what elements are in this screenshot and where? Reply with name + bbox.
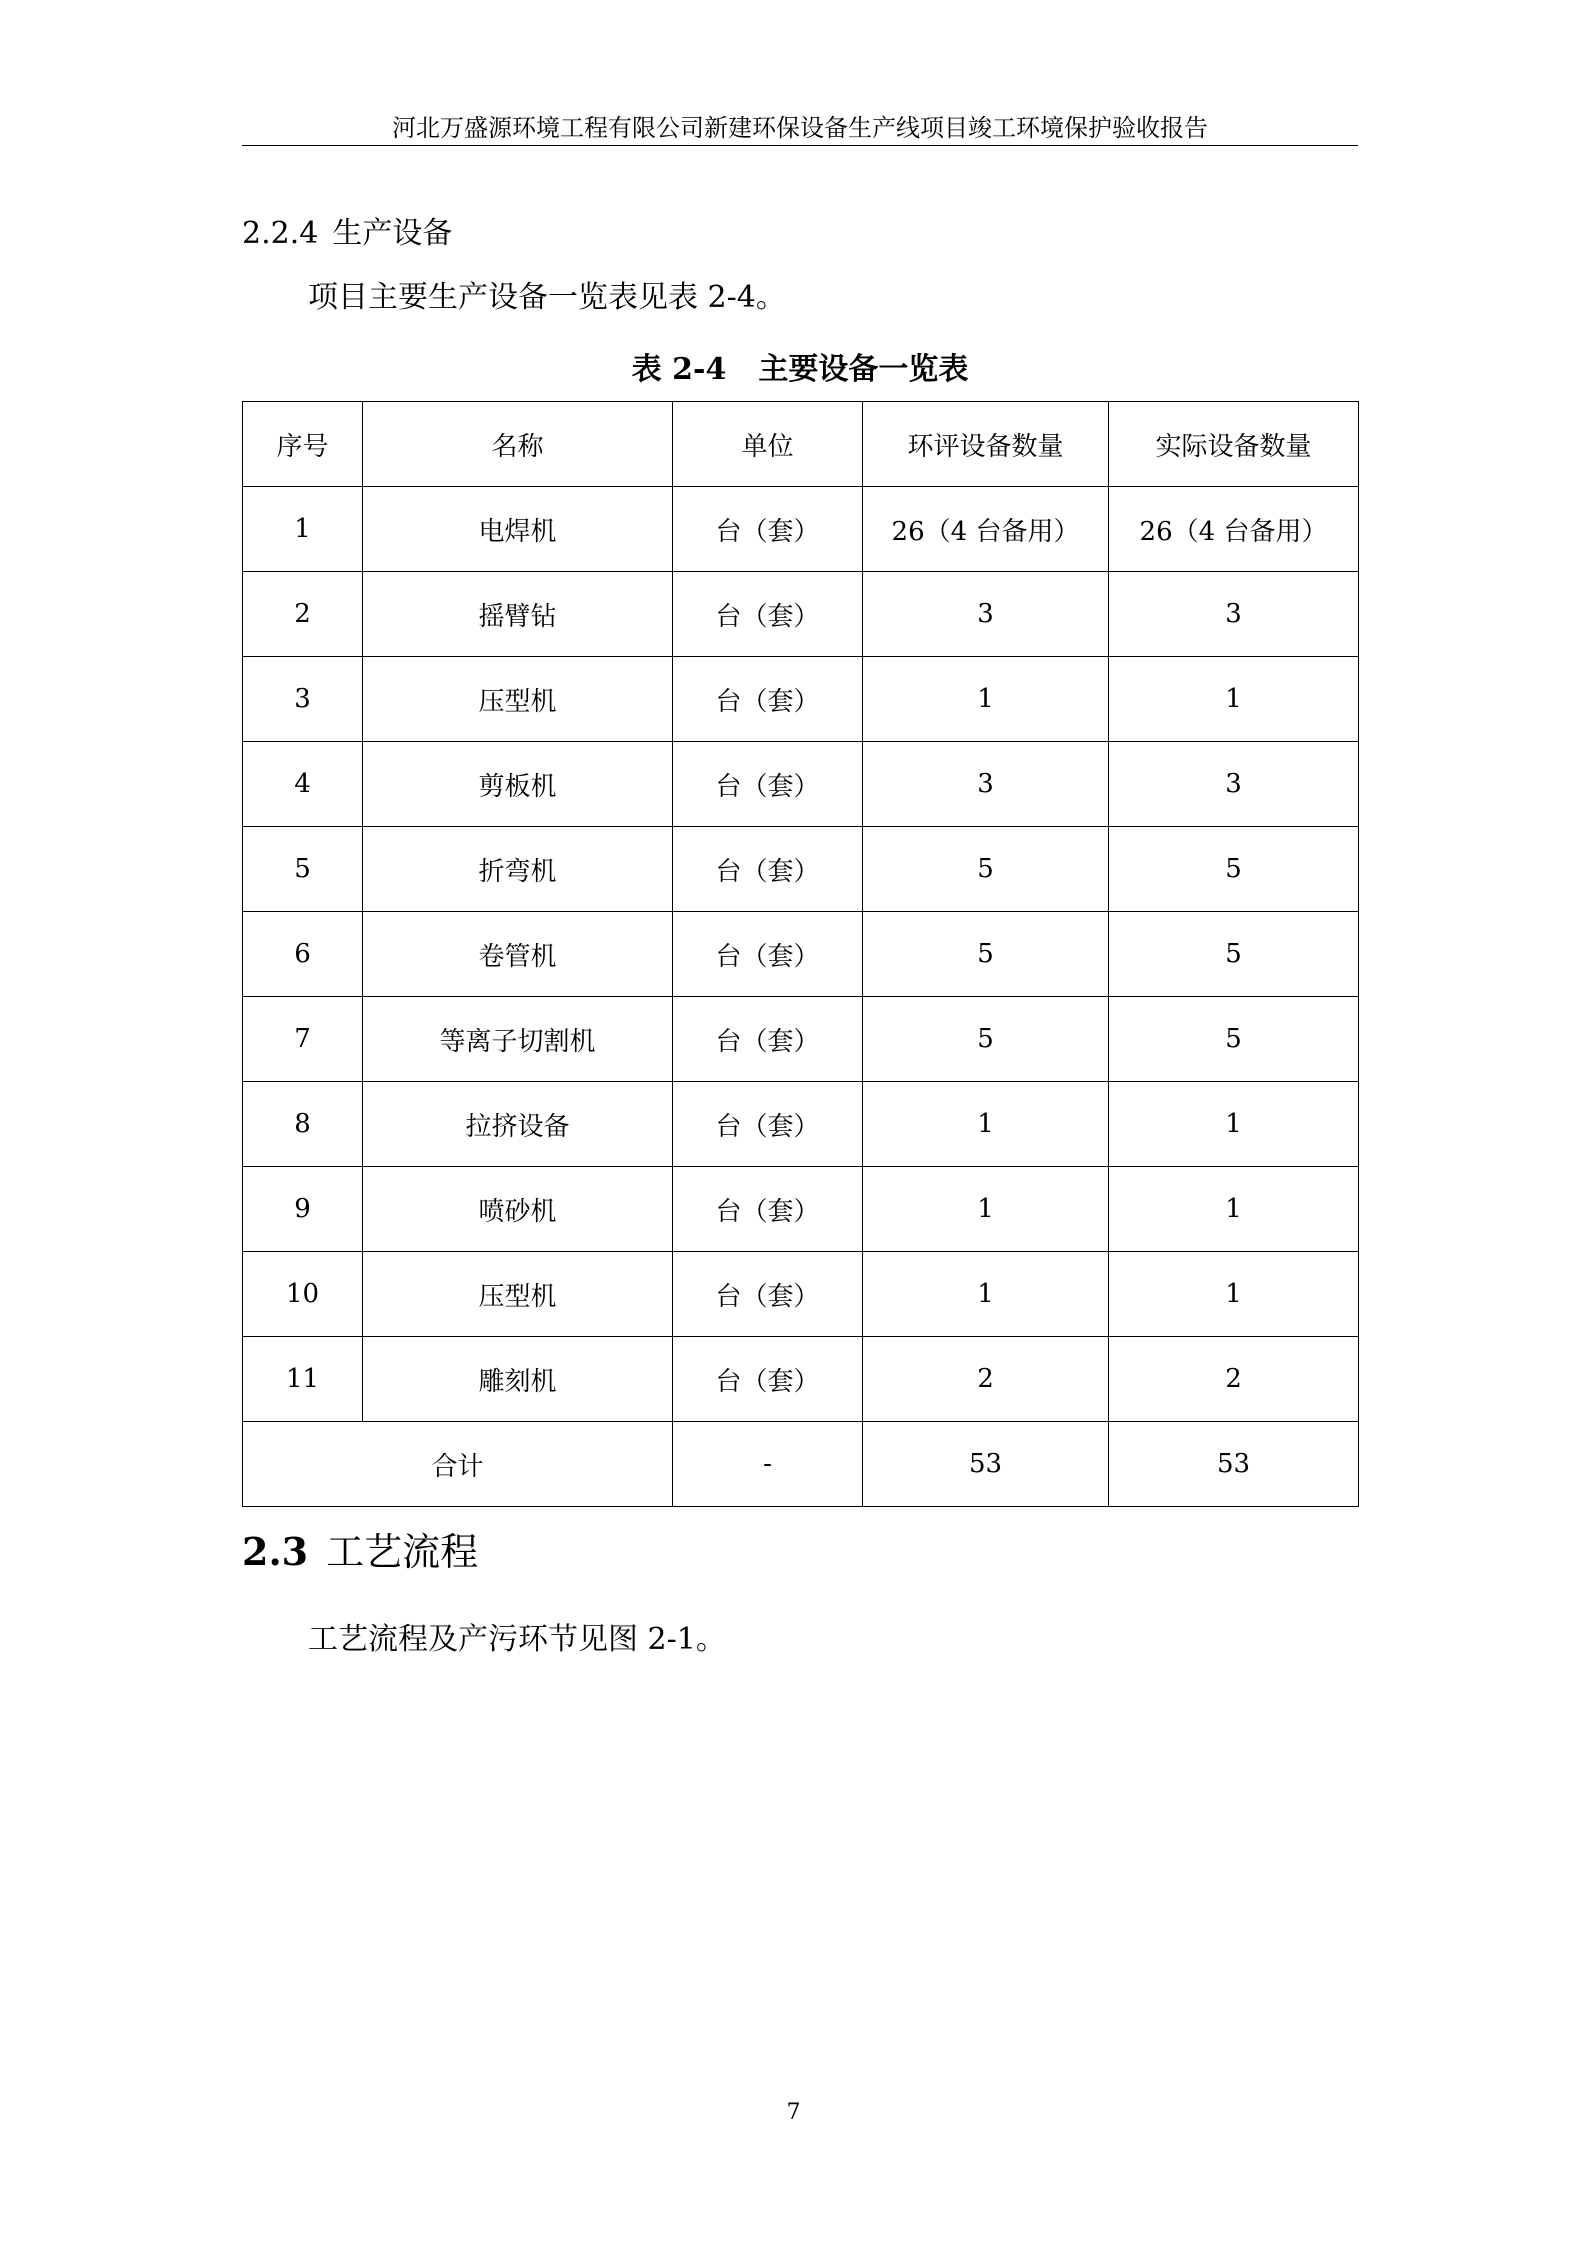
cell-planned-qty: 2 — [863, 1337, 1109, 1422]
cell-name: 压型机 — [363, 657, 673, 742]
cell-index: 10 — [243, 1252, 363, 1337]
cell-name: 喷砂机 — [363, 1167, 673, 1252]
cell-actual-qty: 26（4 台备用） — [1109, 487, 1359, 572]
section-intro-paragraph: 项目主要生产设备一览表见表 2-4。 — [308, 280, 786, 315]
cell-unit: 台（套） — [673, 912, 863, 997]
cell-actual-qty: 3 — [1109, 572, 1359, 657]
cell-unit: 台（套） — [673, 487, 863, 572]
section-number: 2.2.4 — [242, 216, 319, 251]
header-cell-index: 序号 — [243, 402, 363, 487]
table-row — [243, 572, 1359, 657]
cell-unit: 台（套） — [673, 827, 863, 912]
section-heading-2-2-4 — [242, 212, 452, 256]
cell-index: 3 — [243, 657, 363, 742]
table-row — [243, 1252, 1359, 1337]
total-planned-cell: 53 — [863, 1422, 1109, 1507]
table-row — [243, 657, 1359, 742]
cell-index: 9 — [243, 1167, 363, 1252]
header-cell-unit: 单位 — [673, 402, 863, 487]
section-heading-2-3 — [242, 1526, 478, 1578]
cell-unit: 台（套） — [673, 572, 863, 657]
table-row — [243, 1337, 1359, 1422]
total-label-cell: 合计 — [243, 1422, 673, 1507]
cell-name: 拉挤设备 — [363, 1082, 673, 1167]
process-intro-paragraph: 工艺流程及产污环节见图 2-1。 — [308, 1622, 726, 1657]
page-header: 河北万盛源环境工程有限公司新建环保设备生产线项目竣工环境保护验收报告 — [392, 114, 1208, 142]
header-cell-planned-qty: 环评设备数量 — [863, 402, 1109, 487]
cell-index: 4 — [243, 742, 363, 827]
cell-name: 压型机 — [363, 1252, 673, 1337]
section-title: 工艺流程 — [326, 1530, 479, 1574]
cell-unit: 台（套） — [673, 1082, 863, 1167]
cell-name: 电焊机 — [363, 487, 673, 572]
cell-planned-qty: 5 — [863, 912, 1109, 997]
cell-index: 6 — [243, 912, 363, 997]
cell-planned-qty: 3 — [863, 742, 1109, 827]
cell-planned-qty: 5 — [863, 827, 1109, 912]
table-caption-title: 主要设备一览表 — [758, 352, 969, 387]
table-row — [243, 997, 1359, 1082]
cell-name: 等离子切割机 — [363, 997, 673, 1082]
table-header-row — [243, 402, 1359, 487]
equipment-table — [242, 401, 1359, 1507]
section-number: 2.3 — [242, 1529, 309, 1574]
cell-actual-qty: 5 — [1109, 997, 1359, 1082]
cell-index: 2 — [243, 572, 363, 657]
section-title: 生产设备 — [332, 216, 453, 251]
cell-planned-qty: 1 — [863, 1252, 1109, 1337]
cell-name: 雕刻机 — [363, 1337, 673, 1422]
total-unit-cell: - — [673, 1422, 863, 1507]
cell-index: 7 — [243, 997, 363, 1082]
cell-unit: 台（套） — [673, 1252, 863, 1337]
cell-actual-qty: 1 — [1109, 1167, 1359, 1252]
table-row — [243, 742, 1359, 827]
cell-actual-qty: 1 — [1109, 1252, 1359, 1337]
cell-name: 剪板机 — [363, 742, 673, 827]
page-number: 7 — [786, 2100, 801, 2125]
table-caption — [242, 348, 1358, 392]
cell-index: 5 — [243, 827, 363, 912]
cell-planned-qty: 5 — [863, 997, 1109, 1082]
cell-planned-qty: 3 — [863, 572, 1109, 657]
total-actual-cell: 53 — [1109, 1422, 1359, 1507]
table-row — [243, 827, 1359, 912]
table-row — [243, 1082, 1359, 1167]
cell-index: 8 — [243, 1082, 363, 1167]
cell-actual-qty: 3 — [1109, 742, 1359, 827]
cell-actual-qty: 1 — [1109, 657, 1359, 742]
header-cell-name: 名称 — [363, 402, 673, 487]
table-caption-number: 表 2-4 — [631, 352, 727, 387]
cell-actual-qty: 2 — [1109, 1337, 1359, 1422]
cell-actual-qty: 1 — [1109, 1082, 1359, 1167]
cell-unit: 台（套） — [673, 1337, 863, 1422]
cell-unit: 台（套） — [673, 997, 863, 1082]
header-cell-actual-qty: 实际设备数量 — [1109, 402, 1359, 487]
cell-planned-qty: 1 — [863, 1167, 1109, 1252]
cell-index: 1 — [243, 487, 363, 572]
table-row — [243, 912, 1359, 997]
cell-actual-qty: 5 — [1109, 912, 1359, 997]
cell-name: 卷管机 — [363, 912, 673, 997]
cell-name: 摇臂钻 — [363, 572, 673, 657]
cell-unit: 台（套） — [673, 657, 863, 742]
header-divider — [242, 145, 1358, 146]
cell-planned-qty: 1 — [863, 1082, 1109, 1167]
cell-unit: 台（套） — [673, 742, 863, 827]
cell-name: 折弯机 — [363, 827, 673, 912]
cell-planned-qty: 26（4 台备用） — [863, 487, 1109, 572]
table-total-row — [243, 1422, 1359, 1507]
cell-unit: 台（套） — [673, 1167, 863, 1252]
table-row — [243, 1167, 1359, 1252]
table-row — [243, 487, 1359, 572]
cell-planned-qty: 1 — [863, 657, 1109, 742]
cell-index: 11 — [243, 1337, 363, 1422]
cell-actual-qty: 5 — [1109, 827, 1359, 912]
